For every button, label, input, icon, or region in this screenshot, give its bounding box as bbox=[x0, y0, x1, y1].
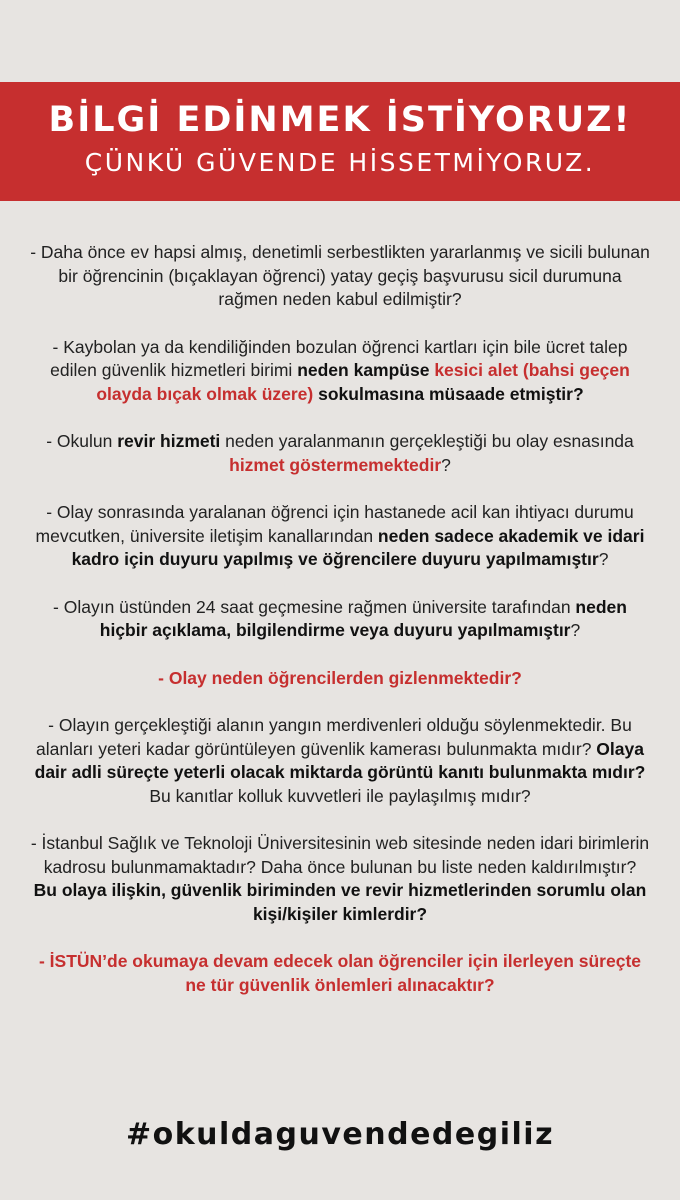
question-2-bold: neden kampüse bbox=[297, 360, 435, 380]
question-7 bbox=[30, 714, 650, 808]
question-3-text-end: ? bbox=[441, 454, 451, 475]
question-list bbox=[30, 241, 650, 1021]
question-7-text: - Olayın gerçekleştiği alanın yangın merdivenleri olduğu söylenmektedir. Bu alanları yeteri kadar görüntüleyen güvenlik kamerası bulunmakta mıdır? bbox=[36, 715, 632, 759]
question-7-bold: Olaya dair adli süreçte yeterli olacak miktarda görüntü kanıtı bulunmakta mıdır? bbox=[34, 738, 646, 782]
footer-hashtag: #okuldaguvendedegiliz bbox=[125, 1117, 555, 1152]
banner-subtitle: ÇÜNKÜ GÜVENDE HİSSETMİYORUZ. bbox=[84, 148, 596, 177]
question-8-text: - İstanbul Sağlık ve Teknoloji Üniversitesinin web sitesinde neden idari birimlerin kadrosu bulunmamaktadır? Daha önce bulunan bu liste neden kaldırılmıştır? bbox=[30, 833, 650, 877]
question-7-text-end: Bu kanıtlar kolluk kuvvetleri ile paylaşılmış mıdır? bbox=[149, 785, 531, 806]
question-4-bold: neden sadece akademik ve idari kadro için duyuru yapılmış ve öğrencilere duyuru yapılmamıştır bbox=[71, 525, 645, 569]
question-9 bbox=[30, 950, 650, 997]
question-2 bbox=[30, 336, 650, 407]
question-3-text: - Okulun bbox=[46, 431, 118, 451]
question-4 bbox=[30, 501, 650, 572]
question-4-text: - Olay sonrasında yaralanan öğrenci için hastanede acil kan ihtiyacı durumu mevcutken, üniversite iletişim kanallarından bbox=[35, 502, 634, 546]
question-5 bbox=[30, 596, 650, 643]
question-8-bold: Bu olaya ilişkin, güvenlik biriminden ve revir hizmetlerinden sorumlu olan kişi/kişiler kimlerdir? bbox=[33, 880, 647, 924]
question-4-text-end: ? bbox=[598, 549, 609, 569]
banner-title: BİLGİ EDİNMEK İSTİYORUZ! bbox=[48, 100, 632, 140]
question-8 bbox=[30, 832, 650, 926]
question-1-text: - Daha önce ev hapsi almış, denetimli serbestlikten yararlanmış ve sicili bulunan bir öğrencinin (bıçaklayan öğrenci) yatay geçiş başvurusu sicil durumuna rağmen neden kabul edilmiştir? bbox=[30, 242, 650, 309]
question-3-text-mid: neden yaralanmanın gerçekleştiği bu olay esnasında bbox=[220, 431, 634, 451]
question-3-highlight: hizmet göstermemektedir bbox=[229, 454, 442, 475]
question-1 bbox=[30, 241, 650, 312]
question-2-text: - Kaybolan ya da kendiliğinden bozulan öğrenci kartları için bile ücret talep edilen güvenlik hizmetleri birimi bbox=[50, 336, 628, 380]
question-5-text-end: ? bbox=[570, 620, 581, 640]
question-2-highlight: kesici alet (bahsi geçen olayda bıçak olmak üzere) bbox=[96, 360, 630, 404]
question-3 bbox=[30, 430, 650, 477]
question-3-bold: revir hizmeti bbox=[117, 431, 221, 451]
question-5-bold: neden hiçbir açıklama, bilgilendirme veya duyuru yapılmamıştır bbox=[99, 596, 627, 640]
question-5-text: - Olayın üstünden 24 saat geçmesine rağmen üniversite tarafından bbox=[53, 596, 576, 617]
question-6-highlight: - Olay neden öğrencilerden gizlenmektedir? bbox=[158, 667, 522, 688]
question-9-highlight: - İSTÜN’de okumaya devam edecek olan öğrenciler için ilerleyen süreçte ne tür güvenlik önlemleri alınacaktır? bbox=[38, 951, 642, 995]
question-2-bold-end: sokulmasına müsaade etmiştir? bbox=[313, 383, 584, 404]
question-6 bbox=[30, 667, 650, 691]
